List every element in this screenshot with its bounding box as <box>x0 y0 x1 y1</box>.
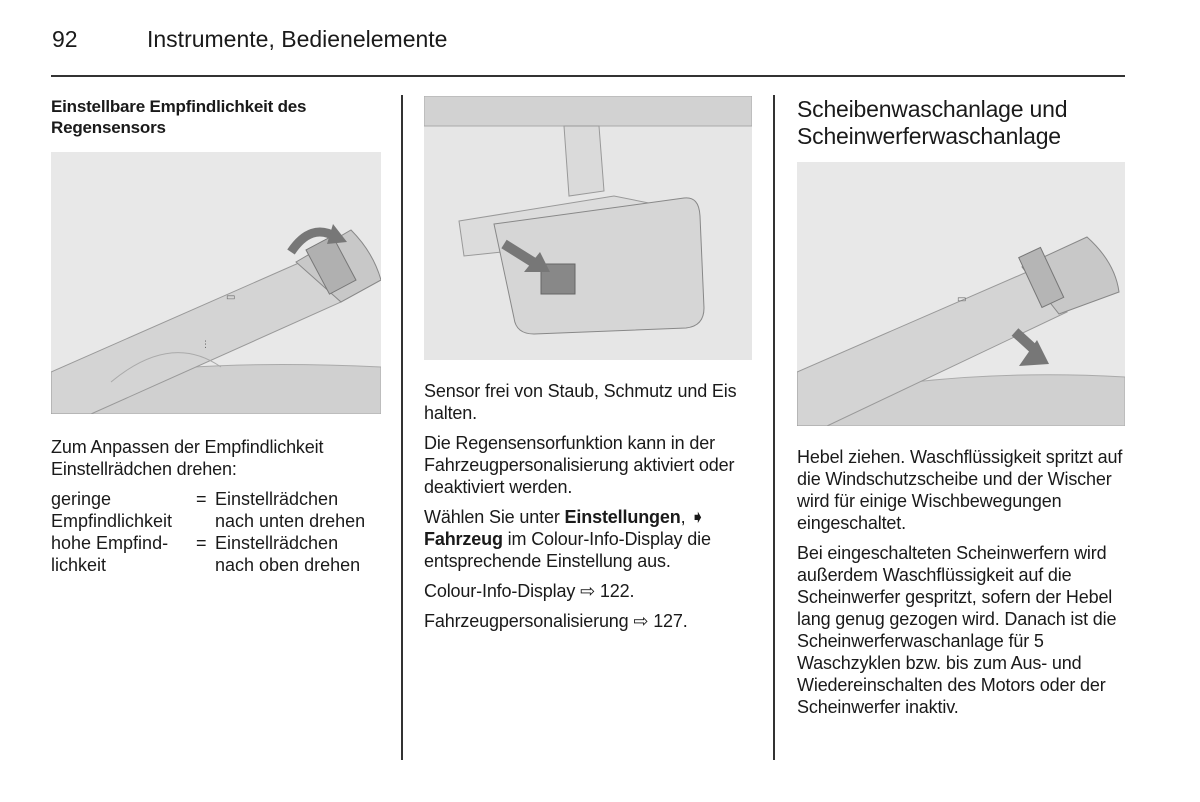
menu-vehicle: Fahrzeug <box>424 529 503 549</box>
page-number: 92 <box>52 26 78 52</box>
heading-line-2: Scheinwerferwaschanlage <box>797 123 1061 149</box>
menu-settings: Einstellungen <box>564 507 681 527</box>
page-ref-arrow-icon: ⇨ <box>580 581 596 601</box>
page-ref-arrow-icon: ⇨ <box>633 611 649 631</box>
column-divider-2 <box>773 95 775 760</box>
term-line: hohe Empfind- <box>51 533 169 553</box>
ref-text: Fahrzeugpersonalisierung <box>424 611 629 631</box>
term-line: Empfindlichkeit <box>51 511 173 531</box>
column-1 <box>51 96 381 576</box>
washer-pull-text: Hebel ziehen. Waschflüssigkeit spritzt auf die Windschutzscheibe und der Wischer wird für einige Wischbewegungen eingeschaltet. <box>797 447 1123 533</box>
ref-vehicle-personalization <box>424 610 754 632</box>
svg-text:⋮: ⋮ <box>201 340 210 350</box>
def-term-low <box>51 488 191 532</box>
column-2 <box>424 96 754 632</box>
rain-sensor-heading <box>51 96 381 138</box>
def-value-high <box>215 532 385 576</box>
def-value-low <box>215 488 385 532</box>
rain-sensor-figure <box>424 96 752 360</box>
svg-text:▭: ▭ <box>226 292 236 303</box>
def-line: nach unten drehen <box>215 511 366 531</box>
text-span: , ➧ <box>680 507 706 527</box>
header-rule <box>51 75 1125 77</box>
ref-colour-info-display <box>424 580 754 602</box>
ref-text: Colour-Info-Display <box>424 581 576 601</box>
text-span: im Colour-Info-Display die entsprechende Einstellung aus. <box>424 529 711 571</box>
def-line: nach oben drehen <box>215 555 361 575</box>
heading-line-1: Scheibenwaschanlage und <box>797 96 1068 122</box>
text-span: Wählen Sie unter <box>424 507 565 527</box>
column-divider-1 <box>401 95 403 760</box>
headlamp-washer-text: Bei eingeschalteten Scheinwerfern wird außerdem Waschflüssigkeit auf die Scheinwerfer gespritzt, sofern der Hebel lang genug gezogen wird. Danach ist die Scheinwerferwaschanlage für 5 Waschzyklen bzw. bis zum Aus- und Wiedereinschalten des Motors oder der Scheinwerfer inaktiv. <box>797 543 1117 717</box>
section-title: Instrumente, Bedienelemente <box>147 26 448 52</box>
stalk-adjust-figure <box>51 152 381 414</box>
svg-text:▭: ▭ <box>957 294 967 305</box>
personalization-text: Die Regensensorfunktion kann in der Fahrzeugpersonalisierung aktiviert oder deaktiviert werden. <box>424 433 735 497</box>
ref-page: 122. <box>599 581 635 601</box>
def-term-high <box>51 532 191 576</box>
term-line: geringe <box>51 489 112 509</box>
settings-instruction <box>424 506 754 572</box>
def-line: Einstellrädchen <box>215 533 339 553</box>
term-line: lichkeit <box>51 555 107 575</box>
sensor-clean-text: Sensor frei von Staub, Schmutz und Eis halten. <box>424 381 737 423</box>
def-eq: = <box>196 489 207 509</box>
heading-line-2: Regensensors <box>51 118 166 137</box>
def-line: Einstellrädchen <box>215 489 339 509</box>
ref-page: 127. <box>653 611 688 631</box>
adjust-instructions: Zum Anpassen der Empfindlichkeit Einstellrädchen drehen: <box>51 437 324 479</box>
washer-stalk-figure <box>797 162 1125 426</box>
def-eq: = <box>196 533 207 553</box>
sensitivity-definitions <box>51 488 381 576</box>
heading-line-1: Einstellbare Empfindlichkeit des <box>51 97 307 116</box>
column-3 <box>797 96 1127 718</box>
washer-heading <box>797 96 1127 150</box>
